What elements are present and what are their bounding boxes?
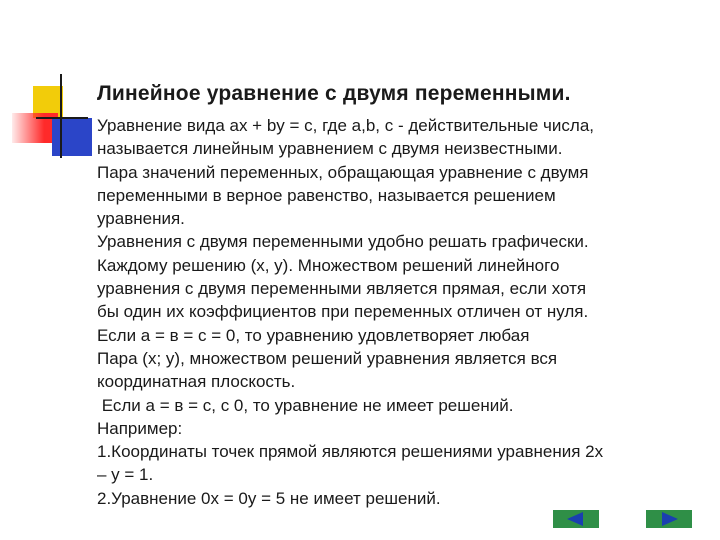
body-line: уравнения с двумя переменными является прямая, если хотя xyxy=(97,279,587,299)
body-line: 1.Координаты точек прямой являются решениями уравнения 2х xyxy=(97,442,604,462)
triangle-left-icon xyxy=(553,510,599,528)
decor-vertical-line xyxy=(60,74,62,158)
decor-blue-square xyxy=(52,118,92,156)
triangle-right-icon xyxy=(646,510,692,528)
body-line: – у = 1. xyxy=(97,465,154,485)
body-line: уравнения. xyxy=(97,209,185,229)
next-slide-button[interactable] xyxy=(646,510,692,528)
body-line: Например: xyxy=(97,418,183,438)
body-line: переменными в верное равенство, называется решением xyxy=(97,185,556,205)
body-line: называется линейным уравнением с двумя неизвестными. xyxy=(97,139,563,159)
body-line: 2.Уравнение 0х = 0у = 5 не имеет решений. xyxy=(97,488,441,508)
body-line: Пара (х; у), множеством решений уравнения является вся xyxy=(97,348,558,368)
body-line: бы один их коэффициентов при переменных отличен от нуля. xyxy=(97,302,589,322)
body-line: Уравнение вида ax + by = c, где a,b, c - действительные числа, xyxy=(97,116,595,135)
body-line: Если а = в = с = 0, то уравнению удовлетворяет любая xyxy=(97,325,530,345)
slide-body xyxy=(97,114,697,510)
body-line: Уравнения с двумя переменными удобно решать графически. xyxy=(97,232,589,252)
body-line: Если а = в = с, с 0, то уравнение не имеет решений. xyxy=(97,395,514,415)
decor-horizontal-line xyxy=(36,117,88,119)
body-line: координатная плоскость. xyxy=(97,372,296,392)
body-line: Каждому решению (x, y). Множеством решений линейного xyxy=(97,255,560,275)
body-line: Пара значений переменных, обращающая уравнение с двумя xyxy=(97,162,589,182)
prev-slide-button[interactable] xyxy=(553,510,599,528)
slide-title: Линейное уравнение с двумя переменными. xyxy=(97,82,571,105)
